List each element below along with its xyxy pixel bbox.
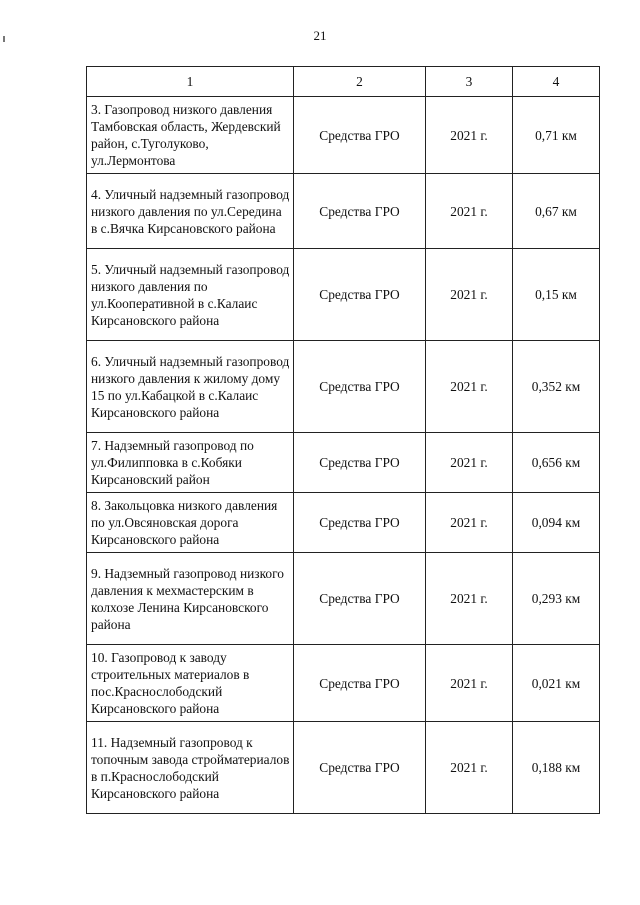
length-cell: 0,094 км [513,493,600,553]
object-name-cell: 7. Надземный газопровод по ул.Филипповка в с.Кобяки Кирсановский район [87,433,294,493]
year-cell: 2021 г. [426,722,513,814]
length-cell: 0,656 км [513,433,600,493]
funding-source-cell: Средства ГРО [294,97,426,174]
year-cell: 2021 г. [426,645,513,722]
object-name-cell: 9. Надземный газопровод низкого давления к мехмастерским в колхозе Ленина Кирсановского района [87,553,294,645]
header-cell-1: 1 [87,67,294,97]
header-cell-4: 4 [513,67,600,97]
funding-source-cell: Средства ГРО [294,433,426,493]
funding-source-cell: Средства ГРО [294,645,426,722]
funding-source-cell: Средства ГРО [294,174,426,249]
funding-source-cell: Средства ГРО [294,341,426,433]
funding-source-cell: Средства ГРО [294,249,426,341]
object-name-cell: 6. Уличный надземный газопровод низкого давления к жилому дому 15 по ул.Кабацкой в с.Калаис Кирсановского района [87,341,294,433]
table-row [87,97,600,174]
table-row [87,433,600,493]
object-name-cell: 8. Закольцовка низкого давления по ул.Овсяновская дорога Кирсановского района [87,493,294,553]
length-cell: 0,352 км [513,341,600,433]
table-row [87,645,600,722]
length-cell: 0,021 км [513,645,600,722]
year-cell: 2021 г. [426,249,513,341]
header-cell-3: 3 [426,67,513,97]
object-name-cell: 11. Надземный газопровод к топочным завода стройматериалов в п.Краснослободский Кирсановского района [87,722,294,814]
year-cell: 2021 г. [426,174,513,249]
object-name-cell: 10. Газопровод к заводу строительных материалов в пос.Краснослободский Кирсановского района [87,645,294,722]
funding-source-cell: Средства ГРО [294,553,426,645]
page-number: 21 [313,28,327,43]
header-row [87,67,600,97]
length-cell: 0,15 км [513,249,600,341]
object-name-cell: 3. Газопровод низкого давления Тамбовская область, Жердевский район, с.Туголуково, ул.Лермонтова [87,97,294,174]
table-row [87,174,600,249]
year-cell: 2021 г. [426,97,513,174]
year-cell: 2021 г. [426,433,513,493]
object-name-cell: 5. Уличный надземный газопровод низкого давления по ул.Кооперативной в с.Калаис Кирсановского района [87,249,294,341]
year-cell: 2021 г. [426,493,513,553]
length-cell: 0,71 км [513,97,600,174]
year-cell: 2021 г. [426,341,513,433]
gas-pipeline-table [86,66,600,814]
table-row [87,249,600,341]
table-row [87,493,600,553]
table-row [87,722,600,814]
length-cell: 0,67 км [513,174,600,249]
length-cell: 0,293 км [513,553,600,645]
funding-source-cell: Средства ГРО [294,493,426,553]
funding-source-cell: Средства ГРО [294,722,426,814]
table-row [87,553,600,645]
year-cell: 2021 г. [426,553,513,645]
length-cell: 0,188 км [513,722,600,814]
object-name-cell: 4. Уличный надземный газопровод низкого давления по ул.Середина в с.Вячка Кирсановского района [87,174,294,249]
header-cell-2: 2 [294,67,426,97]
table-row [87,341,600,433]
